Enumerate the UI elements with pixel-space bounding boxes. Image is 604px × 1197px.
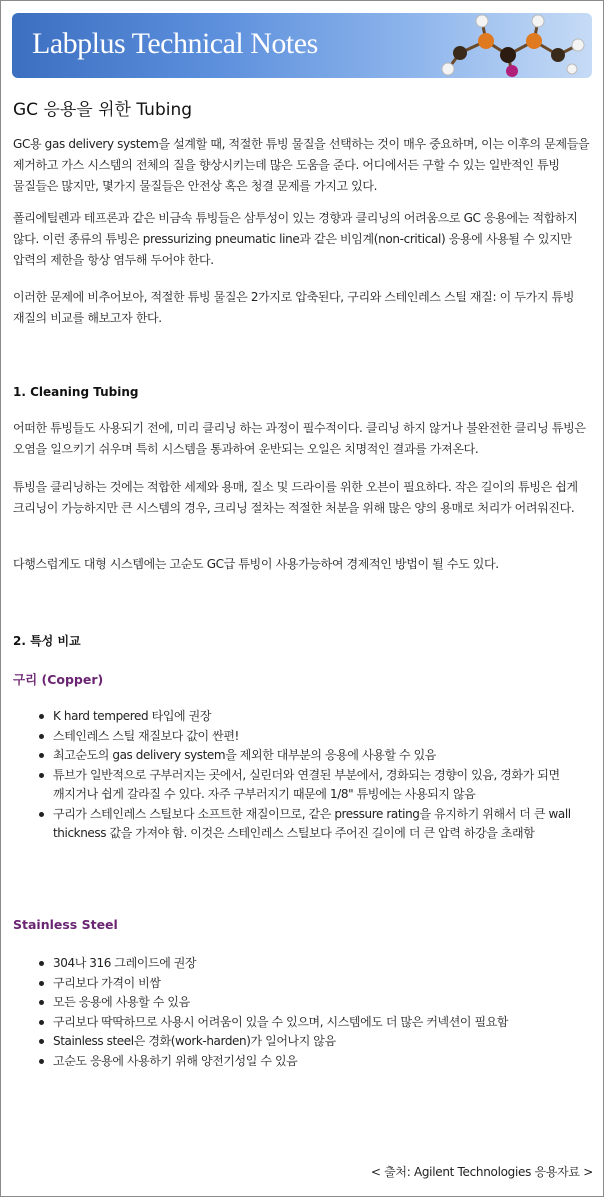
stainless-steel-list (13, 954, 591, 1071)
intro-paragraph: 폴리에틸렌과 테프론과 같은 비금속 튜빙들은 삼투성이 있는 경향과 클리닝의 어려움으로 GC 응용에는 적합하지 않다. 이런 종류의 튜빙은 pressurizing pneumatic line과 같은 비임계(non-critical) 응용에 사용될 수 있지만 압력의 제한을 항상 염두해 두어야 한다. (13, 211, 578, 267)
list-item: 구리보다 딱딱하므로 사용시 어려움이 있을 수 있으며, 시스템에도 더 많은 커넥션이 필요함 (53, 1013, 591, 1033)
list-item: K hard tempered 타입에 권장 (53, 707, 591, 727)
list-item: 스테인레스 스틸 재질보다 값이 싼편! (53, 727, 591, 747)
cleaning-paragraph: 튜빙을 클리닝하는 것에는 적합한 세제와 용매, 질소 및 드라이를 위한 오븐이 필요하다. 작은 길이의 튜빙은 쉽게 크리닝이 가능하지만 큰 시스템의 경우, 크리닝 절차는 적절한 처분을 위해 많은 양의 용매로 처리가 어려워진다. (13, 480, 578, 515)
list-item: 최고순도의 gas delivery system을 제외한 대부분의 응용에 사용할 수 있음 (53, 746, 591, 766)
molecule-icon (438, 13, 588, 78)
section-heading-comparison: 2. 특성 비교 (13, 634, 81, 648)
header-banner (12, 13, 592, 78)
list-item: 튜브가 일반적으로 구부러지는 곳에서, 실린더와 연결된 부분에서, 경화되는 경향이 있음, 경화가 되면 깨지거나 쉽게 갈라질 수 있다. 자주 구부러지기 때문에 1/8" 튜빙에는 사용되지 않음 (53, 766, 591, 805)
list-item: 구리가 스테인레스 스틸보다 소프트한 재질이므로, 같은 pressure rating을 유지하기 위해서 더 큰 wall thickness 값을 가져야 함. 이것은 스테인레스 스틸보다 주어진 길이에 더 큰 압력 하강을 초래함 (53, 805, 591, 844)
intro-paragraph: GC용 gas delivery system을 설계할 때, 적절한 튜빙 물질을 선택하는 것이 매우 중요하며, 이는 이후의 문제들을 제거하고 가스 시스템의 전체의 질을 향상시키는데 많은 도움을 준다. 어디에서든 구할 수 있는 일반적인 튜빙 물질들은 많지만, 몇가지 물질들은 안전상 혹은 청결 문제를 가지고 있다. (13, 137, 590, 193)
banner-title: Labplus Technical Notes (32, 27, 318, 60)
article-title: GC 응용을 위한 Tubing (13, 100, 193, 120)
cleaning-paragraph: 어떠한 튜빙들도 사용되기 전에, 미리 클리닝 하는 과정이 필수적이다. 클리닝 하지 않거나 불완전한 클리닝 튜빙은 오염을 일으키기 쉬우며 특히 시스템을 통과하여 운반되는 오일은 치명적인 결과를 가져온다. (13, 421, 586, 456)
list-item: 고순도 응용에 사용하기 위해 양전기성일 수 있음 (53, 1052, 591, 1072)
section-heading-cleaning: 1. Cleaning Tubing (13, 385, 139, 399)
source-citation: < 출처: Agilent Technologies 응용자료 > (370, 1165, 593, 1179)
list-item: 구리보다 가격이 비쌈 (53, 974, 591, 994)
copper-list (13, 707, 591, 844)
list-item: 304나 316 그레이드에 권장 (53, 954, 591, 974)
list-item: 모든 응용에 사용할 수 있음 (53, 993, 591, 1013)
copper-heading: 구리 (Copper) (13, 672, 104, 687)
intro-paragraph: 이러한 문제에 비추어보아, 적절한 튜빙 물질은 2가지로 압축된다, 구리와 스테인레스 스틸 재질: 이 두가지 튜빙 재질의 비교를 해보고자 한다. (13, 290, 575, 325)
list-item: Stainless steel은 경화(work-harden)가 일어나지 않음 (53, 1032, 591, 1052)
cleaning-paragraph: 다행스럽게도 대형 시스템에는 고순도 GC급 튜빙이 사용가능하여 경제적인 방법이 될 수도 있다. (13, 557, 499, 571)
stainless-steel-heading: Stainless Steel (13, 917, 118, 932)
